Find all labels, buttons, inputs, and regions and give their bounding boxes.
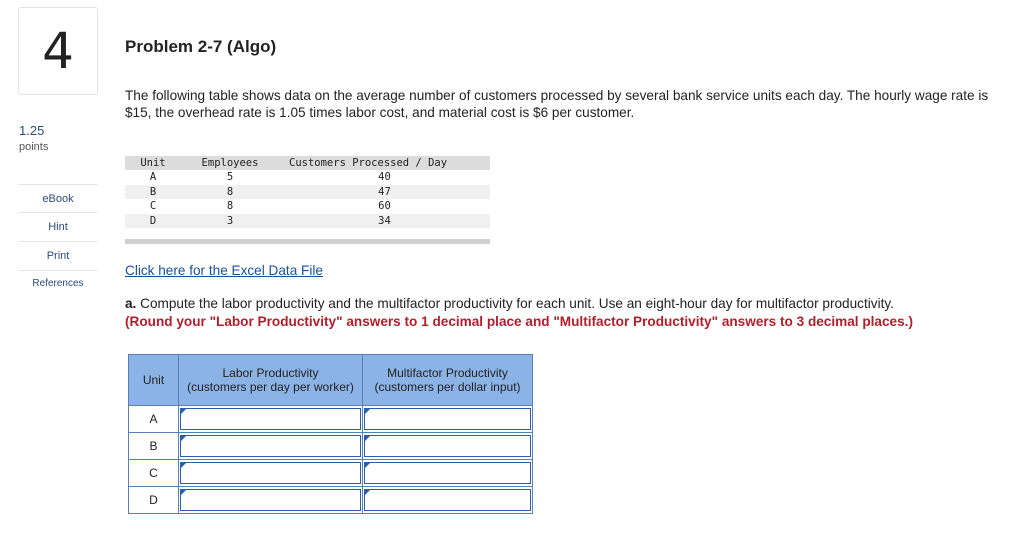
data-table-header-row <box>125 156 490 170</box>
data-cell-customers: 47 <box>279 185 490 200</box>
mp-answer-cell <box>363 406 533 433</box>
data-cell-unit: A <box>125 170 181 185</box>
answer-header-unit <box>129 355 179 406</box>
input-corner-marker-icon <box>365 463 370 468</box>
mp-answer-cell <box>363 487 533 514</box>
labor-productivity-input-d[interactable] <box>180 489 361 511</box>
lp-answer-cell <box>179 406 363 433</box>
references-button[interactable]: References <box>32 278 84 289</box>
answer-header-labor-productivity <box>179 355 363 406</box>
lp-answer-cell <box>179 433 363 460</box>
data-table-container <box>125 156 490 244</box>
data-cell-unit: B <box>125 185 181 200</box>
question-number-box <box>18 7 98 95</box>
question-number: 4 <box>42 22 74 80</box>
ebook-button[interactable]: eBook <box>18 184 98 213</box>
multifactor-productivity-unit: (customers per dollar input) <box>374 380 521 394</box>
data-table-row <box>125 170 490 185</box>
problem-title: Problem 2-7 (Algo) <box>125 37 277 56</box>
data-cell-employees: 8 <box>181 199 279 214</box>
answer-header-multifactor-productivity <box>363 355 533 406</box>
print-button[interactable]: Print <box>18 242 98 271</box>
rounding-instructions: (Round your "Labor Productivity" answers to 1 decimal place and "Multifactor Productivity" answers to 3 decimal places.) <box>125 314 913 329</box>
excel-data-file-link[interactable]: Click here for the Excel Data File <box>125 263 323 278</box>
lp-answer-cell <box>179 487 363 514</box>
data-cell-employees: 8 <box>181 185 279 200</box>
multifactor-productivity-input-d[interactable] <box>364 489 531 511</box>
input-corner-marker-icon <box>181 490 186 495</box>
multifactor-productivity-title: Multifactor Productivity <box>387 366 508 380</box>
points-label: points <box>19 141 49 153</box>
points-value: 1.25 <box>19 123 45 138</box>
hint-button[interactable]: Hint <box>18 213 98 242</box>
data-table-header-unit: Unit <box>125 156 181 170</box>
answer-header-unit-label: Unit <box>142 373 165 387</box>
data-table <box>125 156 490 228</box>
multifactor-productivity-input-a[interactable] <box>364 408 531 430</box>
labor-productivity-title: Labor Productivity <box>222 366 319 380</box>
labor-productivity-input-b[interactable] <box>180 435 361 457</box>
labor-productivity-input-a[interactable] <box>180 408 361 430</box>
problem-intro: The following table shows data on the average number of customers processed by several bank service units each day. The hourly wage rate is $15, the overhead rate is 1.05 times labor cost, and material cost is $6 per customer. <box>125 88 989 120</box>
data-cell-unit: C <box>125 199 181 214</box>
multifactor-productivity-input-b[interactable] <box>364 435 531 457</box>
part-a-instructions <box>125 295 1005 331</box>
part-a-label: a. <box>125 296 137 311</box>
data-table-row <box>125 185 490 200</box>
input-corner-marker-icon <box>365 436 370 441</box>
data-table-header-customers: Customers Processed / Day <box>279 156 490 170</box>
data-cell-employees: 3 <box>181 214 279 229</box>
answer-unit-cell: D <box>129 487 179 514</box>
data-cell-customers: 60 <box>279 199 490 214</box>
answer-row-a <box>129 406 533 433</box>
input-corner-marker-icon <box>181 409 186 414</box>
answer-row-b <box>129 433 533 460</box>
labor-productivity-input-c[interactable] <box>180 462 361 484</box>
data-cell-customers: 40 <box>279 170 490 185</box>
side-tools <box>18 184 98 297</box>
input-corner-marker-icon <box>181 436 186 441</box>
data-cell-customers: 34 <box>279 214 490 229</box>
mp-answer-cell <box>363 433 533 460</box>
answer-unit-cell: B <box>129 433 179 460</box>
multifactor-productivity-input-c[interactable] <box>364 462 531 484</box>
data-cell-unit: D <box>125 214 181 229</box>
part-a-text: Compute the labor productivity and the multifactor productivity for each unit. Use an eight-hour day for multifactor productivity. <box>136 296 894 311</box>
data-table-header-employees: Employees <box>181 156 279 170</box>
data-table-footer-bar <box>125 239 490 244</box>
mp-answer-cell <box>363 460 533 487</box>
data-cell-employees: 5 <box>181 170 279 185</box>
answer-unit-cell: C <box>129 460 179 487</box>
answer-table <box>128 354 533 514</box>
answer-row-d <box>129 487 533 514</box>
data-table-row <box>125 199 490 214</box>
labor-productivity-unit: (customers per day per worker) <box>187 380 354 394</box>
answer-row-c <box>129 460 533 487</box>
input-corner-marker-icon <box>181 463 186 468</box>
input-corner-marker-icon <box>365 490 370 495</box>
data-table-row <box>125 214 490 229</box>
answer-unit-cell: A <box>129 406 179 433</box>
answer-table-header-row <box>129 355 533 406</box>
lp-answer-cell <box>179 460 363 487</box>
input-corner-marker-icon <box>365 409 370 414</box>
